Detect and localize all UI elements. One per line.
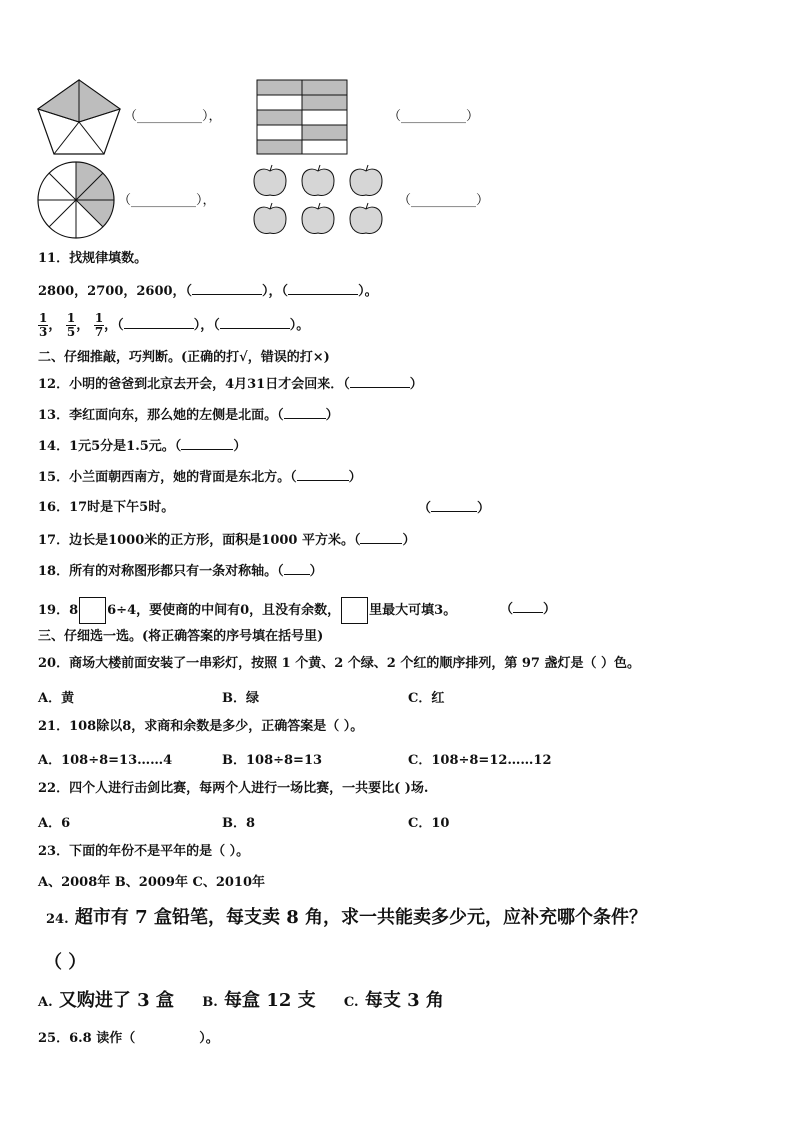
question-19: 19．8 6÷4，要使商的中间有0，且没有余数， 里最大可填3。 [38,597,456,624]
question-16-answer: （ ） [418,501,491,516]
apples-figure [252,164,388,238]
q11-title: 11．找规律填数。 [38,251,148,266]
q11-sequence-1: 2800，2700，2600，（ ），（ ）。 [38,284,378,299]
fraction-1-7: $\frac{1}{7}$ [94,311,104,339]
pentagon-answer: （__________）， [124,109,222,124]
question-20: 20．商场大楼前面安装了一串彩灯，按照 1 个黄、2 个绿、2 个红的顺序排列，第 97 盏灯是（ ）色。 [38,656,640,671]
q20-option-a: A．黄 [38,691,75,706]
circle-answer: （__________）， [118,193,216,208]
section-2-title: 二、仔细推敲，巧判断。(正确的打√，错误的打×) [38,350,330,365]
question-25: 25．6.8 读作（ ）。 [38,1031,219,1046]
q24-options: A. 又购进了 3 盒 B. 每盒 12 支 C. 每支 3 角 [38,990,444,1011]
question-19-answer: （ ） [500,602,557,617]
question-14: 14．1元5分是1.5元。（ ） [38,439,247,454]
question-23: 23．下面的年份不是平年的是（ ）。 [38,844,250,859]
q22-option-b: B．8 [222,816,256,831]
question-18: 18．所有的对称图形都只有一条对称轴。（ ） [38,564,323,579]
q21-option-a: A．108÷8=13……4 [38,753,173,768]
question-12: 12．小明的爸爸到北京去开会，4月31日才会回来．（ ） [38,377,423,392]
q21-option-b: B．108÷8=13 [222,753,323,768]
question-21: 21．108除以8，求商和余数是多少，正确答案是（ ）。 [38,719,364,734]
q21-option-c: C．108÷8=12……12 [408,753,552,768]
question-15: 15．小兰面朝西南方，她的背面是东北方。（ ） [38,470,362,485]
circle-figure [36,160,116,240]
fraction-1-5: $\frac{1}{5}$ [66,311,76,339]
q11-sequence-2: $\frac{1}{3}$ ， $\frac{1}{5}$ ， $\frac{1}{7}$ ，（ ），（ ）。 [39,311,310,339]
question-16: 16．17时是下午5时。 [38,500,175,515]
question-13: 13．李红面向东，那么她的左侧是北面。（ ） [38,408,339,423]
q22-option-a: A．6 [38,816,71,831]
grid-figure [256,79,348,155]
q24-answer-paren: （ ） [44,952,87,973]
digit-box [79,597,106,624]
q22-option-c: C．10 [408,816,450,831]
q20-option-c: C．红 [408,691,445,706]
q23-options: A、2008年 B、2009年 C、2010年 [38,875,266,890]
q20-option-b: B．绿 [222,691,259,706]
pentagon-figure [36,78,122,156]
fraction-1-3: $\frac{1}{3}$ [39,311,48,339]
section-3-title: 三、仔细选一选。(将正确答案的序号填在括号里) [38,629,324,644]
question-22: 22．四个人进行击剑比赛，每两个人进行一场比赛，一共要比( )场. [38,781,429,796]
apples-answer: （__________） [398,193,490,208]
digit-box [341,597,368,624]
question-17: 17．边长是1000米的正方形，面积是1000 平方米。（ ） [38,533,416,548]
grid-answer: （__________） [388,109,480,124]
question-24: 24. 超市有 7 盒铅笔，每支卖 8 角，求一共能卖多少元，应补充哪个条件？ [46,907,648,928]
